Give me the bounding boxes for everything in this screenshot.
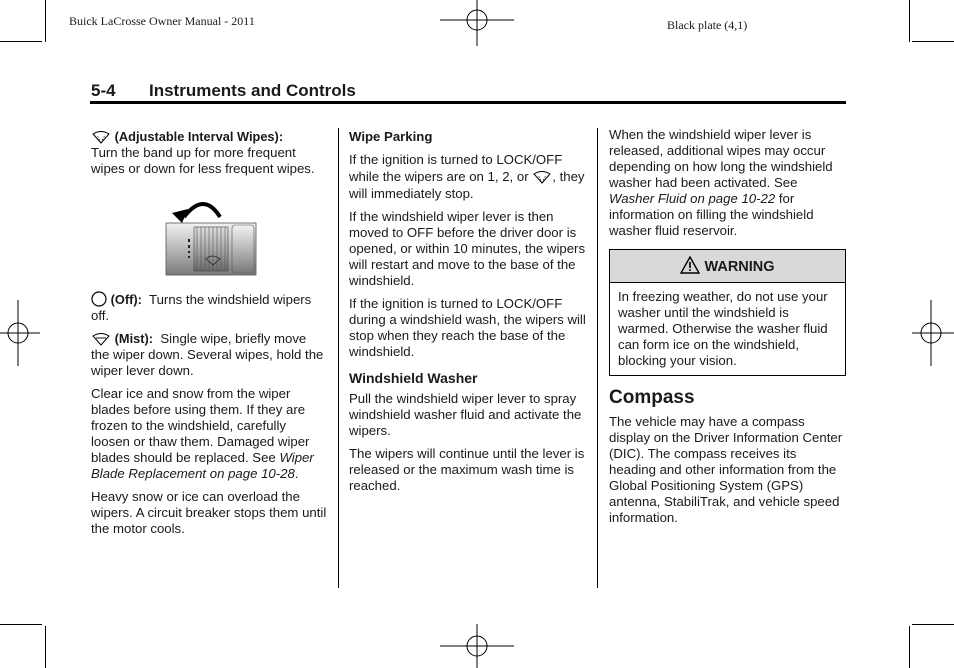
mist-text: Single wipe, briefly move the wiper down. Several wipes, hold the wiper lever down. [91, 331, 324, 378]
clear-ice-paragraph: Clear ice and snow from the wiper blades before using them. If they are frozen to the windshield, carefully loosen or thaw them. Damaged wiper blades should be replaced. See Wiper Blade Replacement on page 10-28. [91, 386, 314, 481]
intermittent-wiper-icon [532, 170, 552, 184]
heavy-snow-paragraph: Heavy snow or ice can overload the wipers. A circuit breaker stops them until the motor cools. [91, 489, 327, 536]
crop-mark [912, 624, 954, 625]
off-text: Turns the windshield wipers off. [91, 292, 312, 323]
plate-label: Black plate (4,1) [667, 18, 748, 32]
warning-triangle-icon [680, 256, 700, 274]
wipe-parking-paragraph-2: If the windshield wiper lever is then moved to OFF before the driver door is opened, or within 10 minutes, the wipers will restart and move to the base of the windshield. [349, 209, 586, 288]
crop-mark [909, 626, 910, 668]
washer-paragraph-1: Pull the windshield wiper lever to spray windshield washer fluid and activate the wipers. [349, 391, 582, 438]
mist-item [91, 331, 327, 379]
warning-box [609, 249, 846, 376]
wipe-parking-heading: Wipe Parking [349, 129, 433, 144]
compass-paragraph: The vehicle may have a compass display on the Driver Information Center (DIC). The compass receives its heading and other information from the Global Positioning System (GPS) antenna, StabiliTrak, and vehicle speed information. [609, 414, 843, 525]
crop-mark [0, 624, 42, 625]
cross-reference[interactable]: Wiper Blade Replacement on page 10-28 [91, 450, 314, 481]
wiper-lever-figure [91, 193, 327, 283]
column-divider [597, 128, 598, 588]
interval-wipes-item [91, 129, 327, 177]
column-3 [609, 127, 846, 533]
interval-label: (Adjustable Interval Wipes): [114, 129, 284, 144]
mist-wiper-icon [91, 332, 111, 346]
interval-text: Turn the band up for more frequent wipes or down for less frequent wipes. [91, 145, 315, 176]
crop-mark [912, 41, 954, 42]
manual-title: Buick LaCrosse Owner Manual - 2011 [69, 14, 255, 28]
off-item [91, 291, 327, 324]
column-2 [349, 129, 589, 501]
off-label: (Off): [110, 292, 142, 307]
section-number: 5-4 [91, 81, 116, 100]
registration-mark-right [912, 300, 954, 366]
warning-text: In freezing weather, do not use your washer until the windshield is warmed. Otherwise the washer fluid can form ice on the windshield, blocking your vision. [618, 289, 828, 368]
washer-paragraph-2: The wipers will continue until the lever is released or the maximum wash time is reached. [349, 446, 585, 493]
intermittent-wiper-icon [91, 130, 111, 144]
registration-mark-left [0, 300, 40, 366]
warning-header [610, 250, 845, 283]
cross-reference[interactable]: Washer Fluid on page 10-22 [609, 191, 776, 206]
crop-mark [909, 0, 910, 42]
windshield-washer-heading: Windshield Washer [349, 370, 478, 386]
wipe-parking-paragraph-3: If the ignition is turned to LOCK/OFF during a windshield wash, the wipers will stop when they reach the base of the windshield. [349, 296, 586, 359]
crop-mark [45, 0, 46, 42]
wiper-lever-illustration [164, 193, 260, 277]
wipe-parking-paragraph-1: If the ignition is turned to LOCK/OFF while the wipers are on 1, 2, or , they will immediately stop. [349, 152, 585, 201]
registration-mark-top [440, 0, 514, 46]
mist-label: (Mist): [114, 331, 154, 346]
release-paragraph: When the windshield wiper lever is released, additional wipes may occur depending on how long the windshield washer had been activated. See Washer Fluid on page 10-22 for information on filling the windshield washer fluid reservoir. [609, 127, 833, 238]
section-title: Instruments and Controls [149, 81, 356, 100]
compass-heading: Compass [609, 387, 695, 408]
warning-title: WARNING [704, 259, 775, 275]
crop-mark [45, 626, 46, 668]
section-rule [90, 101, 846, 104]
registration-mark-bottom [440, 624, 514, 668]
column-1 [91, 129, 327, 544]
column-divider [338, 128, 339, 588]
off-circle-icon [91, 291, 107, 307]
crop-mark [0, 41, 42, 42]
